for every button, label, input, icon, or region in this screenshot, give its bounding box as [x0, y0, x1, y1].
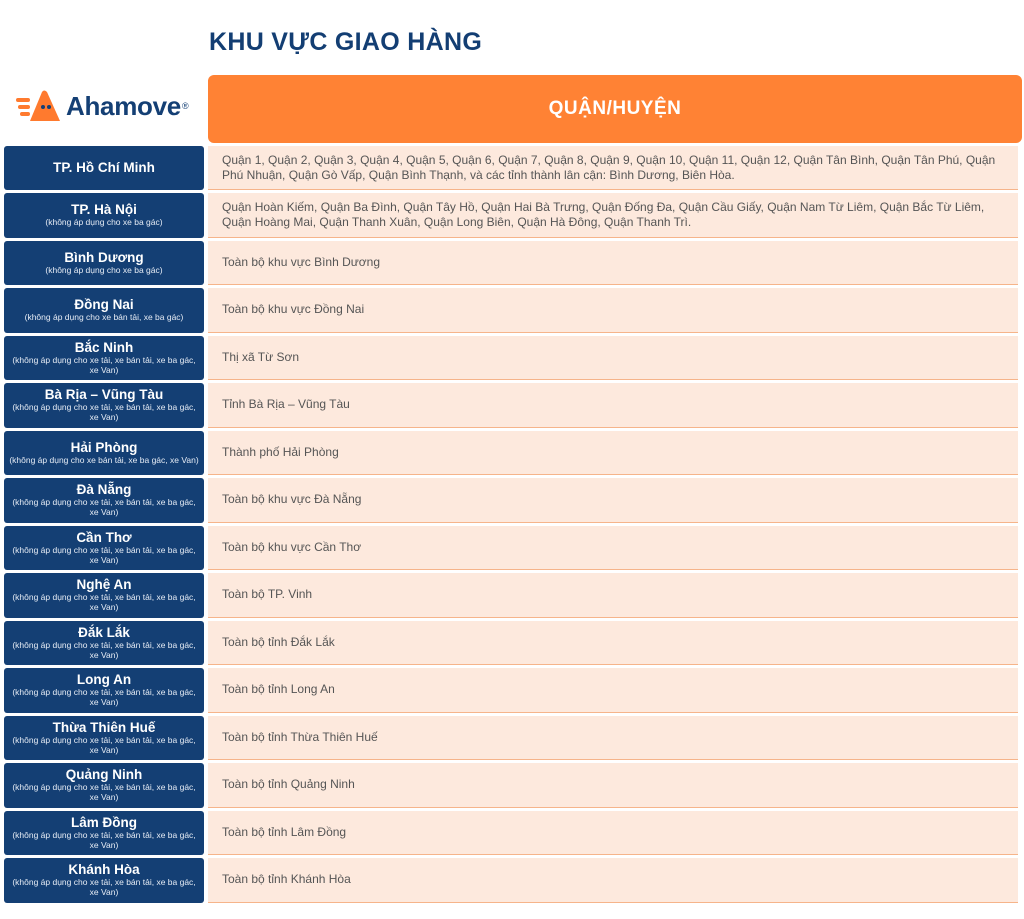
region-name: Đắk Lắk: [78, 624, 130, 640]
ahamove-logo: [16, 86, 196, 126]
region-name: Cần Thơ: [76, 529, 132, 545]
area-cell: Toàn bộ khu vực Bình Dương: [208, 241, 1018, 286]
region-name: Khánh Hòa: [68, 862, 140, 878]
table-row: [4, 858, 1018, 903]
region-cell: [4, 193, 204, 238]
region-name: Thừa Thiên Huế: [52, 719, 156, 735]
table-row: [4, 383, 1018, 428]
area-cell: Toàn bộ tỉnh Quảng Ninh: [208, 763, 1018, 808]
area-cell: Quận 1, Quận 2, Quận 3, Quận 4, Quận 5, Quận 6, Quận 7, Quận 8, Quận 9, Quận 10, Quận 11, Quận 12, Quận Tân Bình, Quận Tân Phú, Quận Phú Nhuận, Quận Gò Vấp, Quận Bình Thạnh, và các tỉnh thành lân cận: Bình Dương, Biên Hòa.: [208, 146, 1018, 190]
region-note: (không áp dụng cho xe bán tải, xe ba gác): [24, 312, 184, 323]
region-cell: [4, 526, 204, 571]
table-row: [4, 526, 1018, 571]
area-cell: Toàn bộ tỉnh Khánh Hòa: [208, 858, 1018, 903]
region-name: Hải Phòng: [70, 439, 138, 455]
table-row: [4, 716, 1018, 761]
region-note: (không áp dụng cho xe tải, xe bán tải, xe ba gác, xe Van): [12, 592, 196, 613]
region-note: (không áp dụng cho xe bán tải, xe ba gác, xe Van): [9, 454, 199, 465]
region-cell: [4, 288, 204, 333]
ahamove-mascot-icon: [16, 89, 62, 123]
region-name: Đà Nẵng: [76, 482, 132, 498]
table-row: [4, 621, 1018, 666]
region-note: (không áp dụng cho xe ba gác): [45, 217, 163, 228]
region-note: (không áp dụng cho xe tải, xe bán tải, xe ba gác, xe Van): [12, 734, 196, 755]
table-header: [208, 75, 1022, 143]
region-note: (không áp dụng cho xe tải, xe bán tải, xe ba gác, xe Van): [12, 687, 196, 708]
table-row: [4, 241, 1018, 286]
registered-mark: ®: [181, 101, 189, 111]
region-cell: [4, 431, 204, 476]
region-cell: [4, 811, 204, 856]
region-name: Nghệ An: [76, 577, 132, 593]
table-row: [4, 668, 1018, 713]
table-row: [4, 763, 1018, 808]
region-cell: [4, 858, 204, 903]
region-cell: [4, 716, 204, 761]
table-row: [4, 573, 1018, 618]
area-cell: Toàn bộ tỉnh Đắk Lắk: [208, 621, 1018, 666]
region-cell: [4, 336, 204, 381]
table-row: [4, 478, 1018, 523]
region-name: TP. Hà Nội: [71, 202, 137, 218]
table-row: [4, 288, 1018, 333]
region-cell: [4, 763, 204, 808]
region-cell: [4, 478, 204, 523]
region-note: (không áp dụng cho xe tải, xe bán tải, xe ba gác, xe Van): [12, 497, 196, 518]
region-note: (không áp dụng cho xe tải, xe bán tải, xe ba gác, xe Van): [12, 639, 196, 660]
area-cell: Toàn bộ tỉnh Thừa Thiên Huế: [208, 716, 1018, 761]
region-name: Quảng Ninh: [65, 767, 143, 783]
region-name: TP. Hồ Chí Minh: [53, 160, 155, 175]
area-cell: Quận Hoàn Kiếm, Quận Ba Đình, Quận Tây Hồ, Quận Hai Bà Trưng, Quận Đống Đa, Quận Cầu Giấy, Quận Nam Từ Liêm, Quận Bắc Từ Liêm, Quận Hoàng Mai, Quận Thanh Xuân, Quận Long Biên, Quận Hà Đông, Quận Thanh Trì.: [208, 193, 1018, 238]
delivery-area-table: [4, 146, 1018, 906]
region-cell: [4, 621, 204, 666]
region-cell: [4, 241, 204, 286]
area-cell: Toàn bộ khu vực Cần Thơ: [208, 526, 1018, 571]
table-row: [4, 336, 1018, 381]
region-name: Bình Dương: [64, 249, 144, 265]
table-row: [4, 193, 1018, 238]
region-cell: [4, 668, 204, 713]
area-cell: Thành phố Hải Phòng: [208, 431, 1018, 476]
area-cell: Thị xã Từ Sơn: [208, 336, 1018, 381]
region-note: (không áp dụng cho xe tải, xe bán tải, xe ba gác, xe Van): [12, 354, 196, 375]
region-cell: [4, 573, 204, 618]
area-cell: Toàn bộ khu vực Đồng Nai: [208, 288, 1018, 333]
header-label-district: QUẬN/HUYỆN: [548, 98, 682, 119]
region-note: (không áp dụng cho xe tải, xe bán tải, xe ba gác, xe Van): [12, 829, 196, 850]
region-cell: [4, 383, 204, 428]
area-cell: Toàn bộ khu vực Đà Nẵng: [208, 478, 1018, 523]
table-row: [4, 431, 1018, 476]
region-name: Bắc Ninh: [74, 339, 134, 355]
area-cell: Toàn bộ tỉnh Long An: [208, 668, 1018, 713]
region-note: (không áp dụng cho xe tải, xe bán tải, xe ba gác, xe Van): [12, 782, 196, 803]
region-note: (không áp dụng cho xe tải, xe bán tải, xe ba gác, xe Van): [12, 544, 196, 565]
page-title: KHU VỰC GIAO HÀNG: [209, 28, 483, 56]
region-name: Long An: [76, 672, 132, 688]
region-note: (không áp dụng cho xe tải, xe bán tải, xe ba gác, xe Van): [12, 877, 196, 898]
area-cell: Toàn bộ TP. Vinh: [208, 573, 1018, 618]
region-name: Lâm Đồng: [71, 814, 137, 830]
region-name: Đồng Nai: [74, 297, 134, 313]
table-row: [4, 811, 1018, 856]
area-cell: Toàn bộ tỉnh Lâm Đồng: [208, 811, 1018, 856]
region-name: Bà Rịa – Vũng Tàu: [44, 387, 164, 403]
area-cell: Tỉnh Bà Rịa – Vũng Tàu: [208, 383, 1018, 428]
region-note: (không áp dụng cho xe ba gác): [45, 264, 163, 275]
region-cell: [4, 146, 204, 190]
region-note: (không áp dụng cho xe tải, xe bán tải, xe ba gác, xe Van): [12, 402, 196, 423]
table-row: [4, 146, 1018, 190]
logo-text: Ahamove: [66, 90, 181, 121]
